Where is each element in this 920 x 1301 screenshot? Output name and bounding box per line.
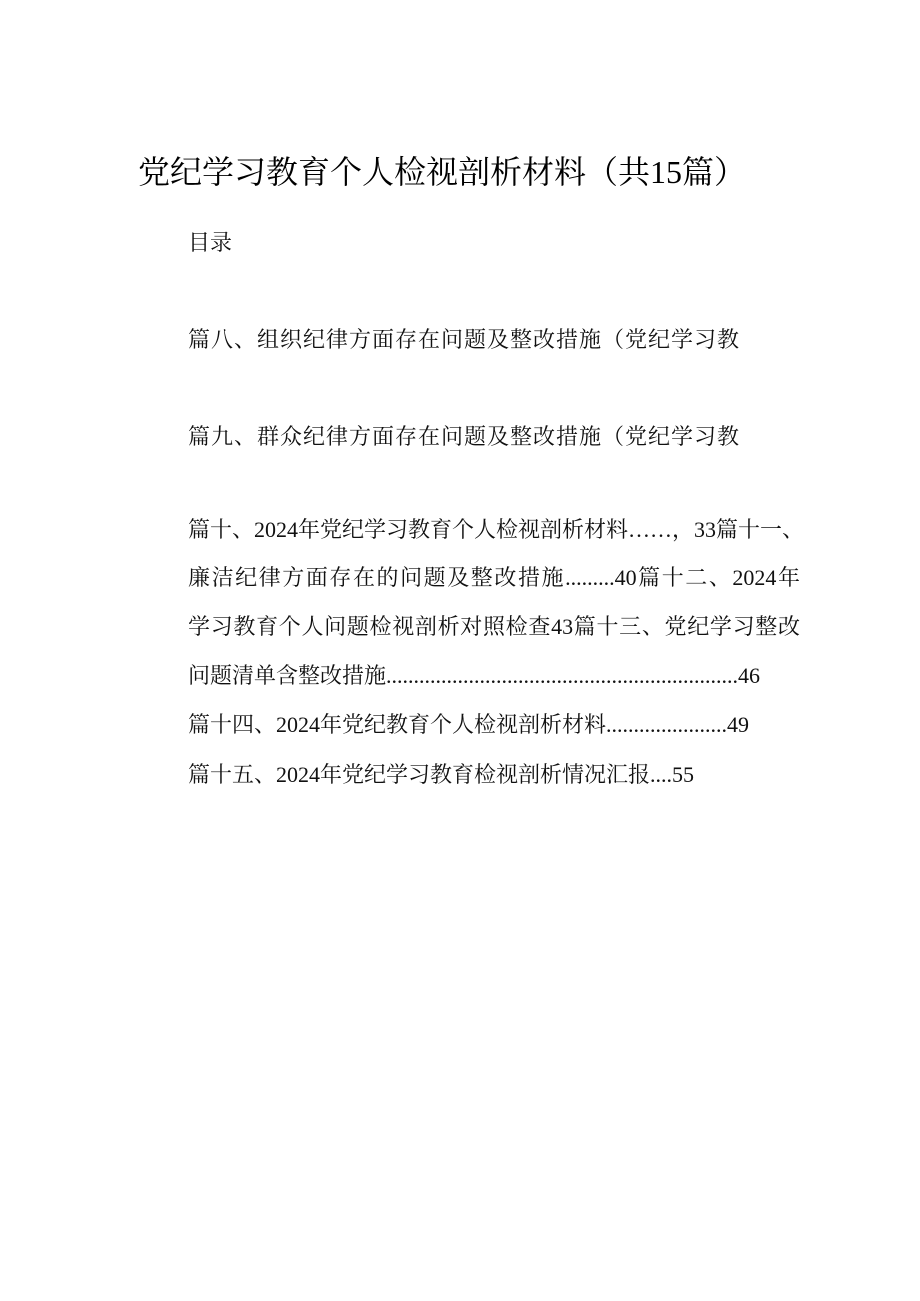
document-title: 党纪学习教育个人检视剖析材料（共15篇）: [138, 154, 747, 190]
toc-heading: 目录: [188, 230, 233, 255]
toc-line: 问题清单含整改措施................................................................46: [188, 663, 761, 688]
toc-line: 篇十五、2024年党纪学习教育检视剖析情况汇报....55: [188, 762, 695, 787]
toc-line: 篇十四、2024年党纪教育个人检视剖析材料......................49: [188, 712, 750, 737]
toc-line: 篇九、群众纪律方面存在问题及整改措施（党纪学习教: [188, 424, 741, 449]
toc-line: 篇十、2024年党纪学习教育个人检视剖析材料……，33篇十一、: [188, 517, 805, 542]
toc-line: 廉洁纪律方面存在的问题及整改措施.........40篇十二、2024年: [188, 565, 800, 590]
toc-line: 篇八、组织纪律方面存在问题及整改措施（党纪学习教: [188, 327, 741, 352]
toc-line: 学习教育个人问题检视剖析对照检查43篇十三、党纪学习整改: [188, 614, 800, 639]
